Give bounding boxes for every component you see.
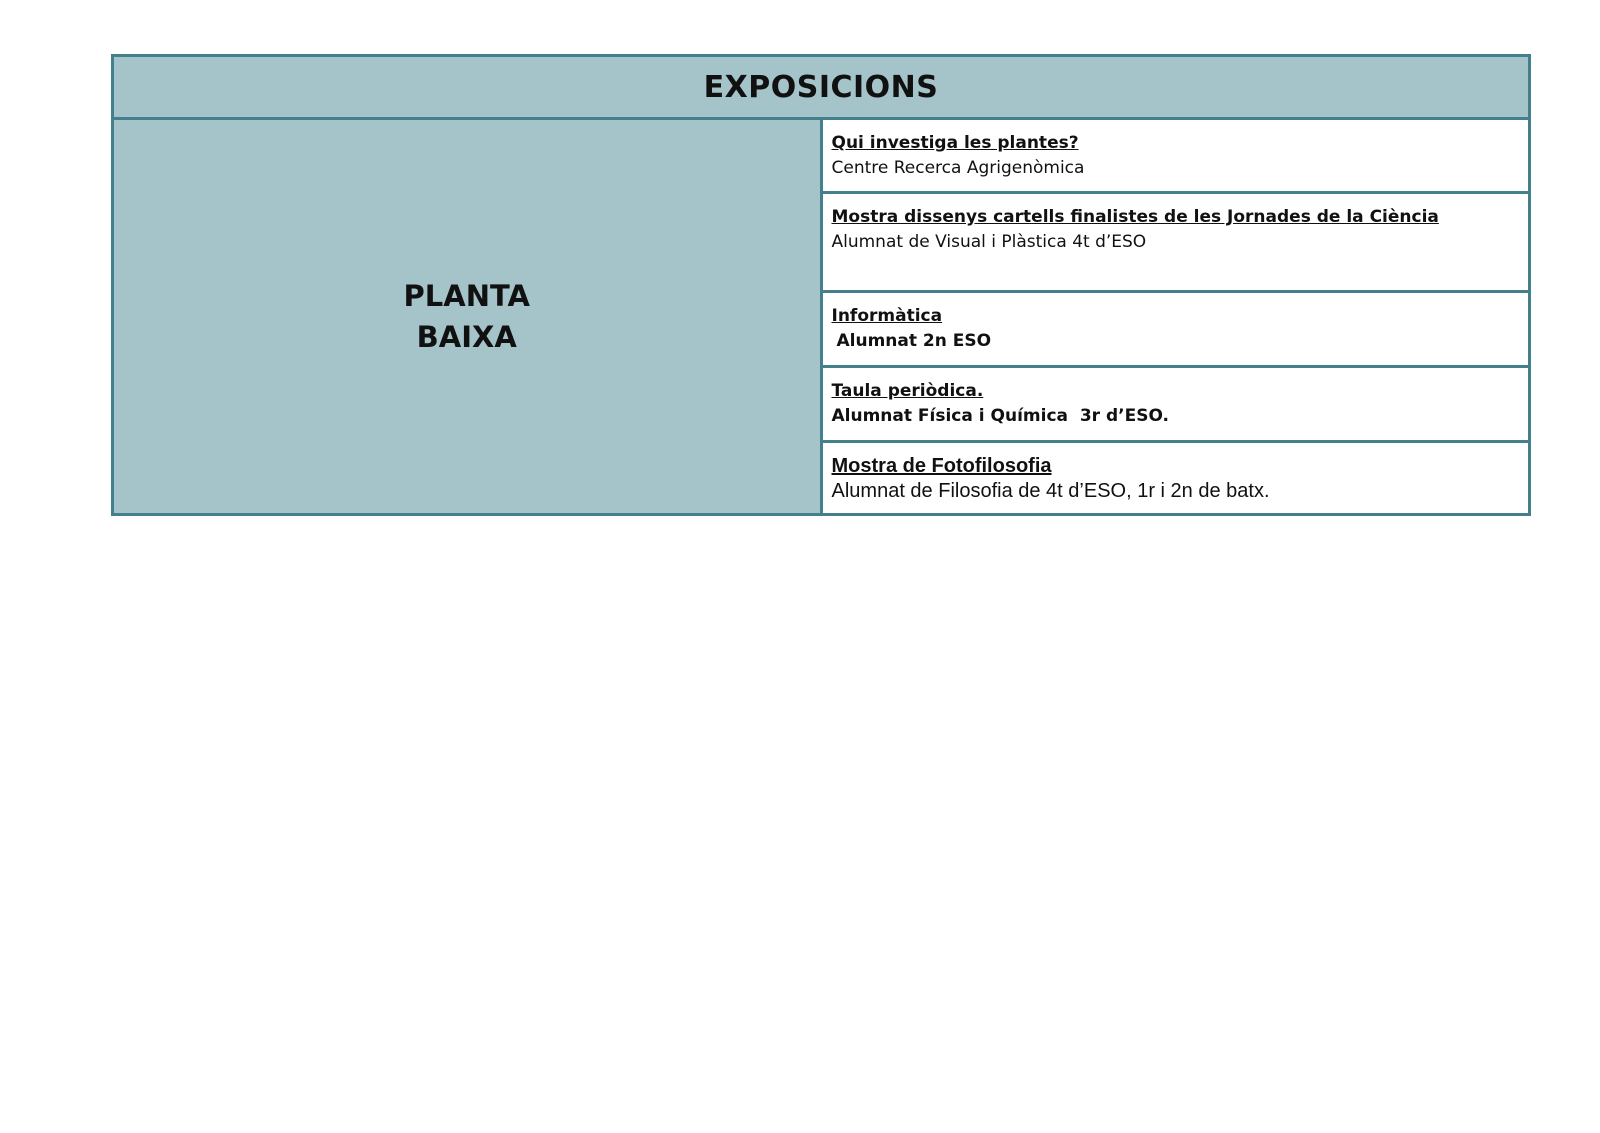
exhibition-subtitle: Alumnat 2n ESO	[836, 331, 992, 351]
exhibition-entry	[821, 119, 1530, 193]
table-row	[113, 119, 1530, 193]
exhibitions-table	[111, 54, 1531, 516]
exhibition-title: Mostra dissenys cartells finalistes de les Jornades de la Ciència	[831, 207, 1439, 227]
exhibition-entry	[821, 292, 1530, 367]
floor-label-line2: BAIXA	[416, 319, 517, 354]
exhibition-subtitle: Alumnat de Filosofia de 4t d’ESO, 1r i 2n de batx.	[831, 480, 1270, 502]
exhibition-title: Qui investiga les plantes?	[831, 133, 1079, 153]
table-title: EXPOSICIONS	[113, 56, 1530, 119]
exhibition-subtitle: Alumnat de Visual i Plàstica 4t d’ESO	[831, 232, 1147, 252]
floor-label-line1: PLANTA	[403, 278, 530, 313]
exhibition-title: Mostra de Fotofilosofia	[831, 455, 1052, 477]
floor-label	[113, 119, 822, 515]
exhibition-entry	[821, 193, 1530, 292]
exhibition-entry	[821, 442, 1530, 515]
exhibition-subtitle: Alumnat Física i Química 3r d’ESO.	[831, 406, 1169, 426]
exhibition-title: Taula periòdica.	[831, 381, 984, 401]
exhibition-entry	[821, 367, 1530, 442]
exhibition-title: Informàtica	[831, 306, 943, 326]
exhibition-subtitle: Centre Recerca Agrigenòmica	[831, 158, 1085, 178]
